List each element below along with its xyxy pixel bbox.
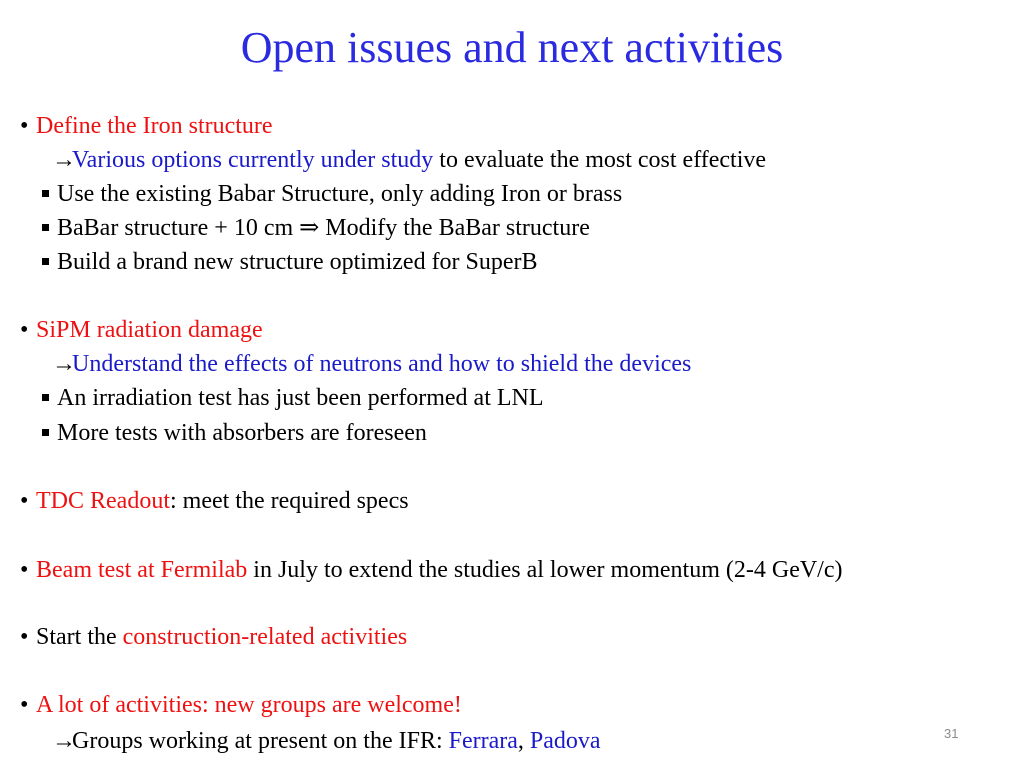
groups-sub-pre: Groups working at present on the IFR: bbox=[72, 728, 449, 754]
sipm-point-1 bbox=[42, 383, 544, 413]
iron-sub: Various options currently under study bbox=[72, 147, 434, 173]
sipm-point-2 bbox=[42, 418, 427, 448]
sipm-point-2-text: More tests with absorbers are foreseen bbox=[57, 420, 427, 446]
bullet-iron-structure bbox=[20, 111, 273, 141]
page-number: 31 bbox=[944, 726, 959, 741]
bullet-construction bbox=[20, 622, 407, 652]
group-padova: Padova bbox=[529, 728, 601, 754]
bullet-sipm bbox=[20, 315, 263, 345]
iron-option-2 bbox=[42, 213, 590, 243]
tdc-heading: TDC Readout bbox=[36, 488, 170, 514]
square-bullet-icon bbox=[42, 429, 49, 436]
iron-option-1 bbox=[42, 179, 622, 209]
sipm-point-1-text: An irradiation test has just been performed at LNL bbox=[57, 385, 544, 411]
tdc-rest: : meet the required specs bbox=[169, 488, 409, 514]
construction-pre: Start the bbox=[36, 624, 123, 650]
arrow-icon: → bbox=[52, 147, 76, 173]
iron-option-1-text: Use the existing Babar Structure, only adding Iron or brass bbox=[57, 181, 623, 207]
square-bullet-icon bbox=[42, 224, 49, 231]
bullet-tdc bbox=[20, 486, 409, 516]
implies-icon: ⇒ bbox=[299, 215, 320, 241]
iron-option-3 bbox=[42, 247, 538, 277]
iron-option-2-text-a: BaBar structure + 10 cm bbox=[57, 215, 300, 241]
square-bullet-icon bbox=[42, 394, 49, 401]
sipm-sub-line bbox=[52, 349, 691, 379]
bullet-dot: • bbox=[20, 317, 29, 343]
iron-heading: Define the Iron structure bbox=[36, 113, 273, 139]
bullet-dot: • bbox=[20, 557, 29, 583]
groups-comma: , bbox=[517, 728, 530, 754]
iron-option-2-text-b: Modify the BaBar structure bbox=[319, 215, 590, 241]
groups-sub-line bbox=[52, 726, 601, 756]
iron-sub-rest: to evaluate the most cost effective bbox=[433, 147, 767, 173]
iron-sub-line bbox=[52, 145, 766, 175]
square-bullet-icon bbox=[42, 258, 49, 265]
sipm-heading: SiPM radiation damage bbox=[36, 317, 263, 343]
beam-rest: in July to extend the studies al lower momentum (2-4 GeV/c) bbox=[247, 557, 843, 583]
groups-heading: A lot of activities: new groups are welcome! bbox=[36, 692, 462, 718]
construction-heading: construction-related activities bbox=[122, 624, 408, 650]
bullet-beam-test bbox=[20, 555, 843, 585]
slide-title: Open issues and next activities bbox=[240, 23, 784, 72]
arrow-icon: → bbox=[52, 728, 76, 754]
bullet-dot: • bbox=[20, 113, 29, 139]
bullet-dot: • bbox=[20, 488, 29, 514]
bullet-groups bbox=[20, 690, 462, 720]
sipm-sub: Understand the effects of neutrons and how to shield the devices bbox=[72, 351, 692, 377]
arrow-icon: → bbox=[52, 351, 76, 377]
square-bullet-icon bbox=[42, 190, 49, 197]
group-ferrara: Ferrara bbox=[448, 728, 518, 754]
iron-option-3-text: Build a brand new structure optimized for SuperB bbox=[57, 249, 538, 275]
bullet-dot: • bbox=[20, 692, 29, 718]
bullet-dot: • bbox=[20, 624, 29, 650]
beam-heading: Beam test at Fermilab bbox=[36, 557, 248, 583]
